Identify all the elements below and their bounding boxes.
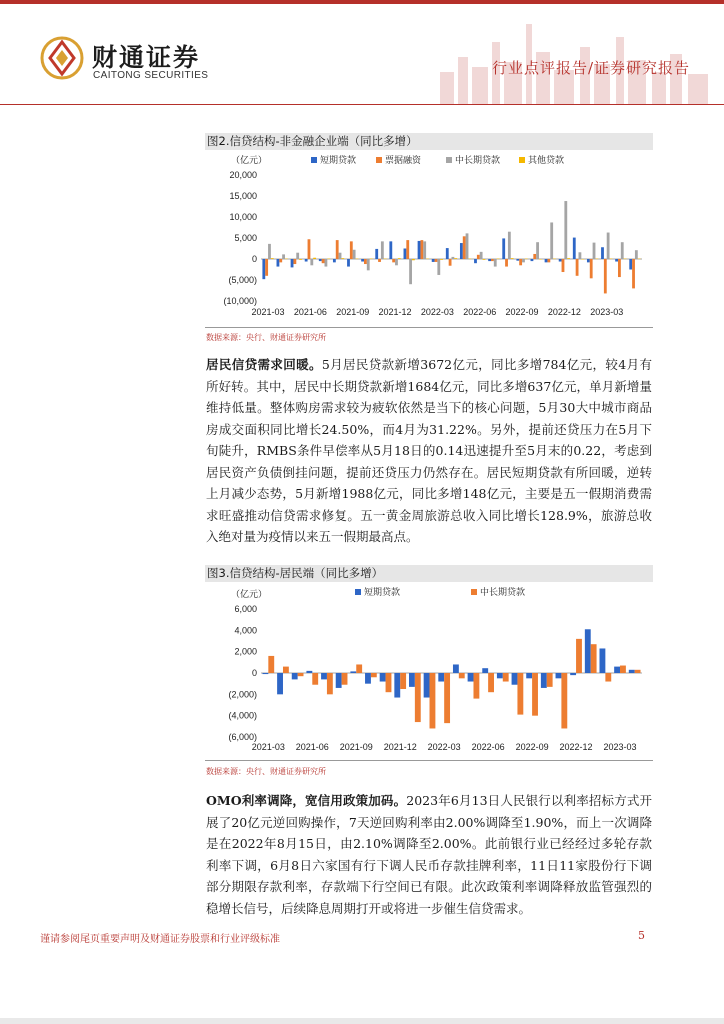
chart-bar [632,259,635,288]
chart-bar [446,248,449,259]
paragraph-body: 2023年6月13日人民银行以利率招标方式开展了20亿元逆回购操作，7天逆回购利率由2.00%调降至1.90%，而上一次调降是在2022年8月15日，由2.10%调降至2.00%。此前银行业已经经过多轮存款利率下调，6月8日六家国有行下调人民币存款挂牌利率，11日11家股份行下调部分期限存款利率，存款端下行空间已有限。此次政策利率调降释放监管强烈的稳增长信号，后续降息周期打开或将进一步催生信贷需求。 [206,793,653,916]
chart-bar [268,656,274,673]
chart-bar [438,673,444,682]
chart-bar [579,252,582,259]
x-tick-label: 2021-03 [251,307,285,317]
chart-bar [621,242,624,259]
chart-bar [581,259,584,260]
chart-bar [327,259,330,260]
chart-bar [400,673,406,689]
chart-bar [545,259,548,262]
x-tick-label: 2021-09 [339,742,373,752]
y-tick-label: (2,000) [228,689,257,700]
chart-bar [503,673,509,682]
chart-bar [389,241,392,259]
x-tick-label: 2022-06 [463,307,497,317]
y-tick-label: 10,000 [229,212,257,222]
legend-swatch [311,157,317,163]
chart-bar [440,259,443,260]
y-tick-label: 4,000 [234,625,257,636]
chart-bar [502,238,505,259]
chart-bar [409,259,412,284]
x-tick-label: 2023-03 [590,307,624,317]
chart-bar [292,673,298,679]
legend-label: 其他贷款 [528,155,565,165]
chart-bar [488,673,494,692]
chart-bar [336,240,339,259]
figure2-chart [205,152,653,320]
chart-bar [409,673,415,687]
chart-bar [466,233,469,259]
chart-bar [378,259,381,262]
chart-bar [553,259,556,260]
x-tick-label: 2021-12 [383,742,417,752]
chart-bar [327,673,333,694]
chart-bar [341,258,344,259]
x-tick-label: 2021-06 [295,742,329,752]
chart-bar [605,673,611,682]
chart-bar [350,671,356,673]
chart-bar [298,673,304,676]
chart-bar [418,241,421,259]
chart-bar [536,242,539,259]
chart-bar [420,240,423,259]
chart-bar [375,249,378,259]
y-tick-label: 20,000 [229,170,257,180]
chart-bar [415,673,421,722]
x-tick-label: 2022-06 [471,742,505,752]
chart-bar [635,670,641,673]
chart-bar [444,673,450,723]
chart-bar [531,259,534,261]
chart-bar [539,259,542,260]
paragraph-household-credit [206,354,652,548]
figure2-title: 图2.信贷结构-非金融企业端（同比多增） [205,133,653,150]
x-tick-label: 2022-09 [515,742,549,752]
y-tick-label: 0 [251,668,257,678]
chart-bar [312,673,318,685]
chart-bar [547,259,550,262]
x-tick-label: 2022-12 [559,742,593,752]
chart-bar [283,667,289,673]
chart-bar [371,673,377,677]
chart-bar [585,629,591,673]
chart-bar [282,254,285,259]
chart-bar [601,247,604,259]
chart-bar [615,259,618,262]
chart-bar [614,667,620,673]
chart-bar [477,255,480,259]
y-tick-label: 0 [251,254,257,264]
chart-bar [541,673,547,688]
chart-bar [517,673,523,715]
chart-bar [629,670,635,673]
chart-bar [629,259,632,270]
page-header [0,4,724,104]
chart-bar [620,666,626,673]
chart-bar [313,258,316,259]
x-tick-label: 2023-03 [603,742,637,752]
y-tick-label: 2,000 [234,646,257,657]
chart-bar [526,673,532,678]
chart-bar [432,259,435,262]
legend-swatch [355,589,361,595]
chart-bar [600,648,606,673]
chart-bar [299,259,302,260]
chart-bar [468,673,474,682]
chart-bar [367,259,370,270]
chart-bar [277,259,280,267]
chart-bar [279,259,282,262]
y-tick-label: 6,000 [234,604,257,614]
chart-bar [453,664,459,673]
chart-bar [424,673,430,698]
figure2-source: 数据来源：央行、财通证券研究所 [206,333,326,342]
chart-bar [412,259,415,260]
chart-bar [392,259,395,262]
chart-bar [593,243,596,259]
legend-label: 中长期贷款 [480,587,526,597]
chart-bar [386,673,392,692]
y-tick-label: 15,000 [229,191,257,201]
y-axis-unit: （亿元） [231,155,268,165]
footer-band [0,1018,724,1024]
y-tick-label: 5,000 [234,233,257,243]
chart-bar [347,259,350,267]
chart-bar [562,259,565,272]
chart-bar [291,259,294,267]
chart-bar [426,259,429,260]
chart-bar [365,673,371,684]
chart-bar [265,259,268,276]
y-tick-label: (10,000) [223,296,257,306]
figure3-bottom-rule [205,760,653,761]
chart-bar [262,673,268,674]
paragraph-body: 5月居民贷款新增3672亿元，同比多增784亿元，较4月有所好转。其中，居民中长期贷款新增1684亿元，同比多增637亿元，单月新增量维持低量。整体购房需求较为疲软依然是当下的核心问题，5月30大中城市商品房成交面积同比增长24.50%，而4月为31.22%。另外，提前还贷压力在5月下旬陡升，RMBS条件早偿率从5月18日的0.14迅速提升至5月末的0.22，考虑到居民资产负债倒挂问题，提前还贷压力仍然存在。居民短期贷款有所回暖，逆转上月减少态势，5月新增1988亿元，同比多增148亿元，主要是五一假期消费需求旺盛推动信贷需求修复。五一黄金周旅游总收入同比增长128.9%，旅游总收入绝对量为疫情以来五一假期最高点。 [206,357,652,544]
chart-bar [618,259,621,277]
chart-bar [322,259,325,263]
chart-bar [532,673,538,716]
chart-bar [342,673,348,685]
chart-bar [497,673,503,678]
legend-swatch [519,157,525,163]
caitong-logo-icon [40,36,84,80]
chart-bar [454,258,457,259]
figure3-title: 图3.信贷结构-居民端（同比多增） [205,565,653,582]
chart-bar [336,673,342,688]
chart-bar [561,673,567,728]
chart-bar [305,259,308,262]
chart-bar [512,673,518,685]
chart-bar [556,673,562,678]
chart-bar [321,673,327,679]
chart-bar [576,259,579,276]
brand-name-cn: 财通证券 [92,43,201,72]
x-tick-label: 2022-12 [547,307,581,317]
chart-bar [519,259,522,265]
x-tick-label: 2021-09 [336,307,370,317]
chart-bar [430,673,436,728]
chart-bar [522,259,525,262]
chart-bar [635,250,638,259]
y-tick-label: (5,000) [228,275,257,285]
chart-bar [570,673,576,675]
chart-bar [262,259,265,279]
chart-bar [459,673,465,678]
chart-bar [296,253,299,259]
chart-bar [460,243,463,259]
chart-bar [306,671,312,673]
x-tick-label: 2021-03 [251,742,285,752]
x-tick-label: 2021-06 [293,307,327,317]
chart-bar [482,668,488,673]
chart-bar [604,259,607,293]
chart-bar [508,232,511,259]
chart-bar [449,259,452,266]
chart-bar [398,258,401,259]
chart-bar [435,259,438,262]
chart-bar [333,259,336,262]
chart-bar [491,259,494,261]
chart-bar [624,259,627,260]
chart-bar [308,239,311,259]
chart-bar [533,254,536,259]
chart-bar [516,259,519,261]
chart-bar [437,259,440,275]
chart-bar [550,222,553,259]
header-divider [0,104,724,105]
chart-bar [463,236,466,259]
brand-name-en: CAITONG SECURITIES [93,70,209,81]
chart-bar [381,241,384,259]
chart-bar [370,259,373,260]
chart-bar [310,259,313,265]
legend-label: 短期贷款 [320,155,357,165]
chart-bar [293,259,296,264]
chart-bar [356,259,359,260]
report-type-title: 行业点评报告/证券研究报告 [491,59,690,77]
legend-label: 中长期贷款 [455,155,501,165]
legend-swatch [446,157,452,163]
chart-bar [395,259,398,265]
page-number: 5 [638,929,645,942]
chart-bar [319,259,322,261]
chart-bar [350,241,353,259]
chart-bar [591,644,597,673]
chart-bar [394,673,400,698]
chart-bar [452,257,455,259]
chart-bar [497,259,500,260]
figure3-source: 数据来源：央行、财通证券研究所 [206,767,326,776]
chart-bar [384,259,387,260]
x-tick-label: 2021-12 [378,307,412,317]
legend-swatch [376,157,382,163]
chart-bar [525,259,528,260]
chart-bar [483,259,486,260]
chart-bar [567,258,570,259]
chart-bar [494,259,497,267]
chart-bar [361,259,364,262]
chart-bar [505,259,508,267]
chart-bar [353,250,356,259]
chart-bar [325,259,328,267]
chart-bar [547,673,553,687]
chart-bar [573,238,576,259]
chart-bar [607,233,610,259]
chart-bar [488,259,491,261]
paragraph-lead: OMO利率调降，宽信用政策加码。 [206,793,407,808]
figure3-chart [205,584,653,754]
chart-bar [473,673,479,699]
chart-bar [277,673,283,694]
chart-bar [406,240,409,259]
chart-bar [587,259,590,262]
chart-bar [380,673,386,682]
paragraph-omo-rate [206,790,652,919]
chart-bar [285,259,288,260]
chart-bar [364,259,367,264]
chart-bar [356,664,362,673]
chart-bar [404,249,407,260]
y-axis-unit: （亿元） [231,589,268,599]
chart-bar [339,253,342,259]
chart-bar [638,259,641,260]
chart-bar [511,258,514,259]
legend-label: 票据融资 [385,155,422,165]
chart-bar [590,259,593,278]
legend-label: 短期贷款 [364,587,401,597]
legend-swatch [471,589,477,595]
chart-bar [468,259,471,260]
y-tick-label: (4,000) [228,710,257,721]
chart-bar [271,258,274,259]
x-tick-label: 2022-09 [505,307,539,317]
chart-bar [423,241,426,259]
chart-bar [268,244,271,259]
figure2-bottom-rule [205,327,653,328]
chart-bar [564,201,567,259]
chart-bar [474,259,477,263]
chart-bar [480,252,483,259]
footer-disclaimer: 谨请参阅尾页重要声明及财通证券股票和行业评级标准 [40,934,280,945]
chart-bar [576,639,582,673]
chart-bar [595,259,598,260]
x-tick-label: 2022-03 [420,307,454,317]
chart-bar [559,259,562,262]
paragraph-lead: 居民信贷需求回暖。 [206,357,322,372]
x-tick-label: 2022-03 [427,742,461,752]
y-tick-label: (6,000) [228,732,257,742]
chart-bar [610,259,613,260]
